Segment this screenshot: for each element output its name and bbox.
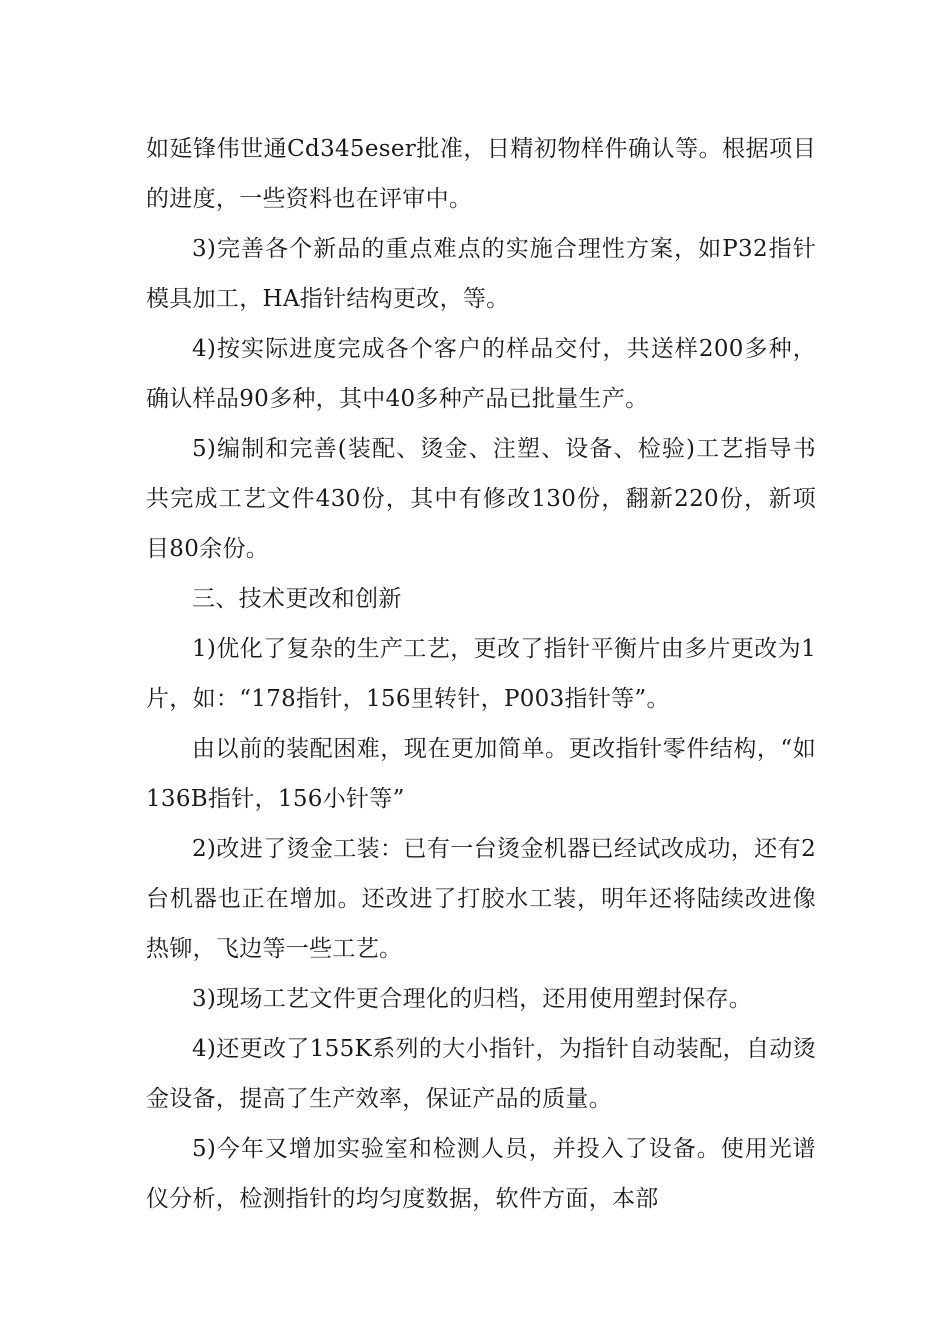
paragraph-approval-status: 如延锋伟世通Cd345eser批准，日精初物样件确认等。根据项目的进度，一些资料也在评审中。 — [146, 136, 816, 212]
paragraph-item-5-process-docs: 5)编制和完善(装配、烫金、注塑、设备、检验)工艺指导书共完成工艺文件430份，其中有修改130份，翻新220份，新项目80余份。 — [146, 436, 816, 562]
paragraph-item-4-samples: 4)按实际进度完成各个客户的样品交付，共送样200多种，确认样品90多种，其中40多种产品已批量生产。 — [146, 336, 816, 412]
paragraph-tech-item-5: 5)今年又增加实验室和检测人员，并投入了设备。使用光谱仪分析，检测指针的均匀度数据，软件方面，本部 — [146, 1136, 816, 1212]
paragraph-tech-item-4: 4)还更改了155K系列的大小指针，为指针自动装配，自动烫金设备，提高了生产效率，保证产品的质量。 — [146, 1036, 816, 1112]
paragraph-tech-item-3: 3)现场工艺文件更合理化的归档，还用使用塑封保存。 — [192, 986, 753, 1012]
paragraph-item-3-solutions: 3)完善各个新品的重点难点的实施合理性方案，如P32指针模具加工，HA指针结构更改，等。 — [146, 236, 816, 312]
paragraph-tech-item-1: 1)优化了复杂的生产工艺，更改了指针平衡片由多片更改为1片，如：“178指针，156里转针，P003指针等”。 — [146, 636, 816, 712]
section-heading-tech-changes: 三、技术更改和创新 — [192, 586, 402, 612]
paragraph-tech-item-1-continued: 由以前的装配困难，现在更加简单。更改指针零件结构，“如136B指针，156小针等” — [146, 736, 816, 812]
document-body — [146, 124, 816, 1224]
paragraph-tech-item-2: 2)改进了烫金工装：已有一台烫金机器已经试改成功，还有2台机器也正在增加。还改进了打胶水工装，明年还将陆续改进像热铆，飞边等一些工艺。 — [146, 836, 816, 962]
